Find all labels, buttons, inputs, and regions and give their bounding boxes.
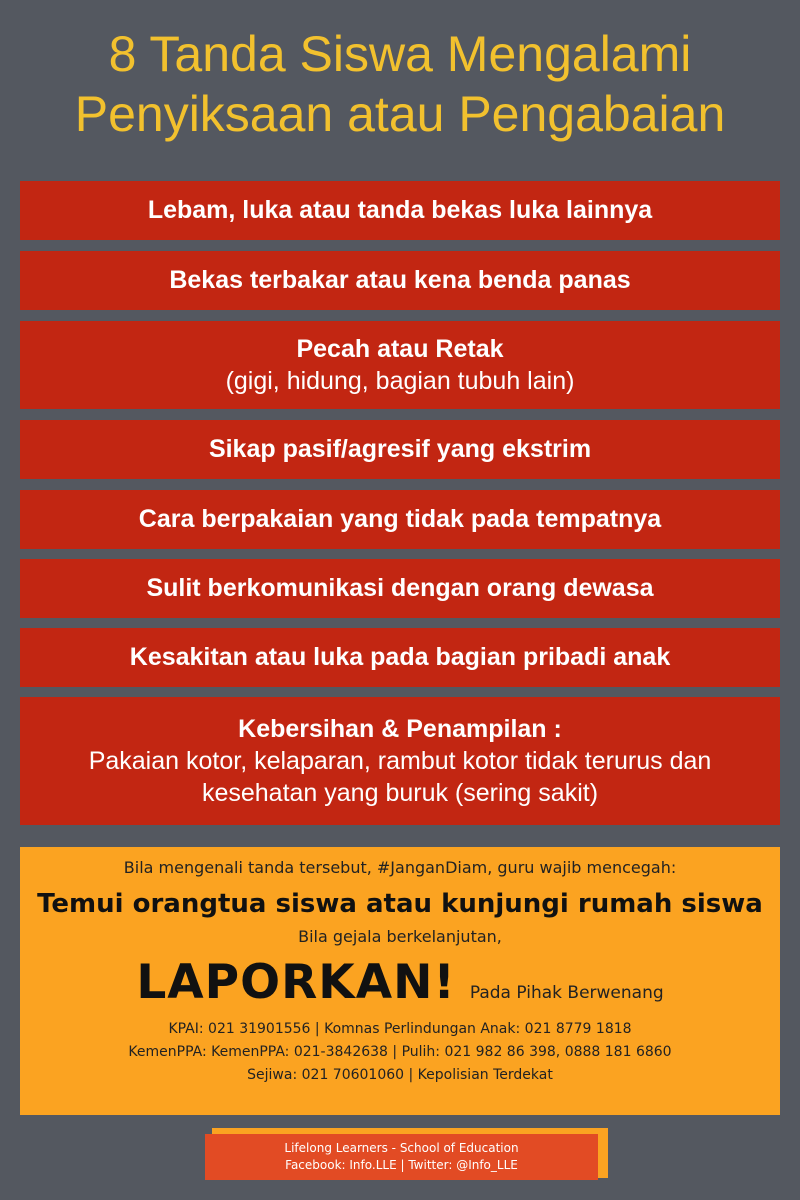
contact-line: Sejiwa: 021 70601060 | Kepolisian Terdekat <box>247 1067 553 1083</box>
sign-item-4 <box>20 420 780 479</box>
sign-item-title: Kebersihan & Penampilan : <box>238 714 562 743</box>
sign-item-title: Bekas terbakar atau kena benda panas <box>169 266 631 294</box>
action-panel <box>20 847 780 1115</box>
action-intro-text: Bila mengenali tanda tersebut, #JanganDiam, guru wajib mencegah: <box>123 858 677 877</box>
report-heading: LAPORKAN! <box>136 955 456 1010</box>
sign-item-3 <box>20 321 780 409</box>
sign-item-title: Kesakitan atau luka pada bagian pribadi anak <box>129 643 671 671</box>
sign-item-title: Pecah atau Retak <box>296 334 504 363</box>
action-condition-text: Bila gejala berkelanjutan, <box>298 927 502 946</box>
sign-item-5 <box>20 490 780 549</box>
sign-item-7 <box>20 628 780 687</box>
report-callout <box>20 951 780 1015</box>
footer-credits <box>205 1128 608 1180</box>
page-title <box>0 24 800 144</box>
footer-organization: Lifelong Learners - School of Education <box>284 1141 519 1155</box>
sign-item-title: Lebam, luka atau tanda bekas luka lainnya <box>147 196 653 224</box>
footer-social-handles: Facebook: Info.LLE | Twitter: @Info_LLE <box>285 1158 518 1172</box>
sign-item-8 <box>20 697 780 825</box>
page-title-line-1: 8 Tanda Siswa Mengalami <box>108 26 692 82</box>
page-title-line-2: Penyiksaan atau Pengabaian <box>74 86 726 142</box>
action-main-instruction: Temui orangtua siswa atau kunjungi rumah siswa <box>37 889 763 919</box>
sign-item-description: (gigi, hidung, bagian tubuh lain) <box>225 366 575 395</box>
report-recipient: Pada Pihak Berwenang <box>469 983 664 1003</box>
sign-item-1 <box>20 181 780 240</box>
sign-item-6 <box>20 559 780 618</box>
sign-item-title: Cara berpakaian yang tidak pada tempatnya <box>138 505 662 533</box>
sign-item-2 <box>20 251 780 310</box>
sign-item-description: Pakaian kotor, kelaparan, rambut kotor tidak terurus dan kesehatan yang buruk (sering sakit) <box>88 746 712 807</box>
footer-card <box>205 1134 598 1180</box>
contact-list <box>20 1018 780 1087</box>
sign-item-title: Sikap pasif/agresif yang ekstrim <box>208 435 592 463</box>
contact-line: KPAI: 021 31901556 | Komnas Perlindungan Anak: 021 8779 1818 <box>168 1021 632 1037</box>
sign-item-title: Sulit berkomunikasi dengan orang dewasa <box>146 574 654 602</box>
contact-line: KemenPPA: KemenPPA: 021-3842638 | Pulih: 021 982 86 398, 0888 181 6860 <box>128 1044 672 1060</box>
